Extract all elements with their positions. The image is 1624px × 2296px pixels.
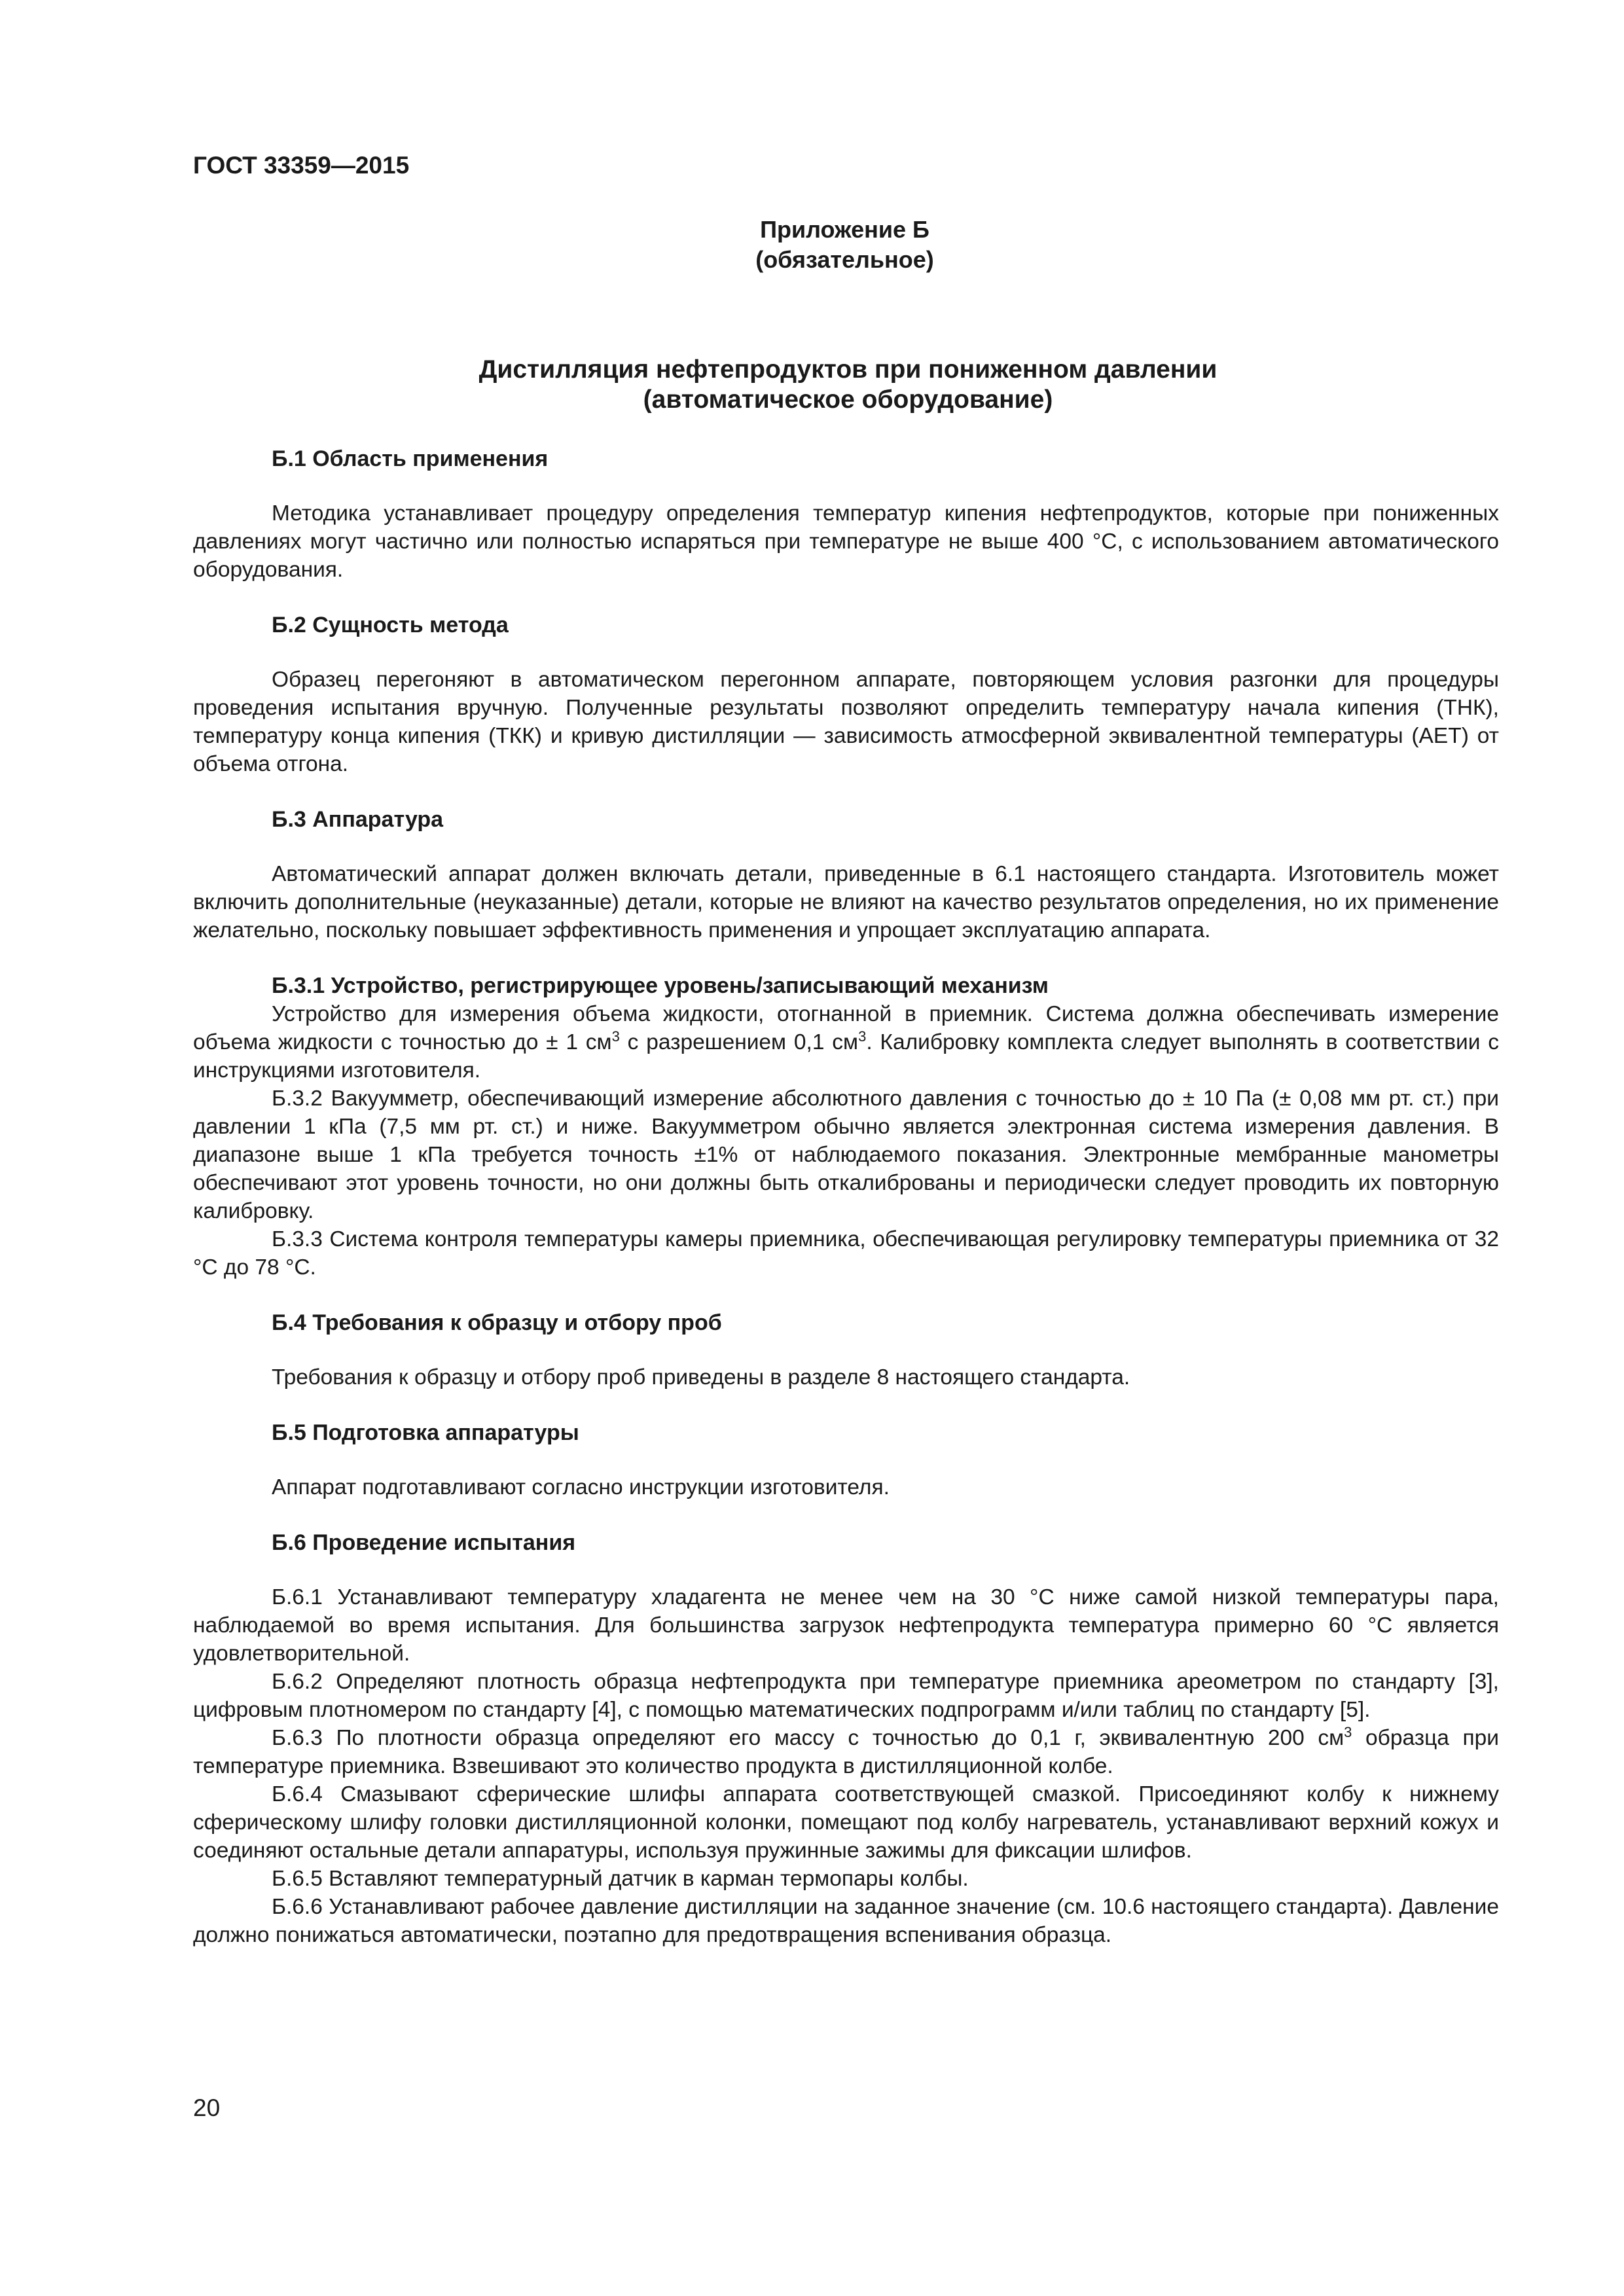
section-heading-b5: Б.5 Подготовка аппаратуры	[272, 1420, 579, 1445]
section-text-b2: Образец перегоняют в автоматическом перегонном аппарате, повторяющем условия разгонки для процедуры проведения испытания вручную. Полученные результаты позволяют определить температуру начала кипения (ТНК), температуру конца кипения (ТКК) и кривую дистилляции — зависимость атмосферной эквивалентной температуры (АЕТ) от объема отгона.	[193, 668, 1499, 776]
paragraph-b63: Б.6.3 По плотности образца определяют его массу с точностью до 0,1 г, эквивалентную 200 $см^3$ образца при температуре приемника. Взвешивают это количество продукта в дистилляционной колбе.	[193, 1723, 1499, 1778]
subsection-heading-b31: Б.3.1 Устройство, регистрирующее уровень/записывающий механизм	[272, 973, 1049, 998]
subsection-text-b31: Устройство для измерения объема жидкости, отогнанной в приемник. Система должна обеспечивать измерение объема жидкости с точностью до ± 1 $см^3$ с разрешением 0,1 $см^3$. Калибровку комплекта следует выполнять в соответствии с инструкциями изготовителя.	[193, 1002, 1499, 1083]
section-text-b1: Методика устанавливает процедуру определения температур кипения нефтепродуктов, которые при пониженных давлениях могут частично или полностью испаряться при температуре не выше 400 °С, с использованием автоматического оборудования.	[193, 501, 1499, 582]
page-number: 20	[193, 2094, 221, 2121]
subsection-text-b32: Б.3.2 Вакуумметр, обеспечивающий измерение абсолютного давления с точностью до ± 10 Па (± 0,08 мм рт. ст.) при давлении 1 кПа (7,5 мм рт. ст.) и ниже. Вакуумметром обычно является электронная система измерения давления. В диапазоне выше 1 кПа требуется точность ±1% от наблюдаемого показания. Электронные мембранные манометры обеспечивают этот уровень точности, но они должны быть откалиброваны и периодически следует проводить их повторную калибровку.	[193, 1086, 1499, 1223]
annex-label	[0, 215, 1624, 275]
annex-title: Приложение Б	[760, 216, 929, 243]
section-heading-b6: Б.6 Проведение испытания	[272, 1530, 576, 1555]
annex-heading	[0, 355, 1624, 415]
paragraph-b65: Б.6.5 Вставляют температурный датчик в карман термопары колбы.	[272, 1867, 969, 1891]
paragraph-b62: Б.6.2 Определяют плотность образца нефтепродукта при температуре приемника ареометром по стандарту [3], цифровым плотномером по стандарту [4], с помощью математических подпрограмм и/или таблиц по стандарту [5].	[193, 1670, 1499, 1722]
paragraph-b66: Б.6.6 Устанавливают рабочее давление дистилляции на заданное значение (см. 10.6 настоящего стандарта). Давление должно понижаться автоматически, поэтапно для предотвращения вспенивания образца.	[193, 1895, 1499, 1947]
section-heading-b3: Б.3 Аппаратура	[272, 807, 444, 832]
paragraph-b64: Б.6.4 Смазывают сферические шлифы аппарата соответствующей смазкой. Присоединяют колбу к нижнему сферическому шлифу головки дистилляционной колонки, помещают под колбу нагреватель, устанавливают верхний кожух и соединяют остальные детали аппаратуры, используя пружинные зажимы для фиксации шлифов.	[193, 1782, 1499, 1863]
subsection-text-b33: Б.3.3 Система контроля температуры камеры приемника, обеспечивающая регулировку температуры приемника от 32 °С до 78 °С.	[193, 1227, 1499, 1280]
document-code-header: ГОСТ 33359—2015	[193, 152, 410, 179]
section-text-b5: Аппарат подготавливают согласно инструкции изготовителя.	[272, 1475, 890, 1499]
section-heading-b1: Б.1 Область применения	[272, 446, 549, 471]
annex-heading-line1: Дистилляция нефтепродуктов при пониженном давлении	[478, 355, 1218, 384]
section-heading-b4: Б.4 Требования к образцу и отбору проб	[272, 1310, 722, 1335]
section-heading-b2: Б.2 Сущность метода	[272, 613, 509, 637]
document-body	[193, 445, 1499, 1949]
paragraph-b61: Б.6.1 Устанавливают температуру хладагента не менее чем на 30 °С ниже самой низкой температуры пара, наблюдаемой во время испытания. Для большинства загрузок нефтепродукта температура примерно 60 °С является удовлетворительной.	[193, 1585, 1499, 1666]
annex-status: (обязательное)	[755, 246, 934, 273]
section-text-b4: Требования к образцу и отбору проб приведены в разделе 8 настоящего стандарта.	[272, 1365, 1130, 1390]
annex-heading-line2: (автоматическое оборудование)	[643, 386, 1053, 414]
section-text-b3: Автоматический аппарат должен включать детали, приведенные в 6.1 настоящего стандарта. Изготовитель может включить дополнительные (неуказанные) детали, которые не влияют на качество результатов определения, но их применение желательно, поскольку повышает эффективность применения и упрощает эксплуатацию аппарата.	[193, 862, 1499, 942]
